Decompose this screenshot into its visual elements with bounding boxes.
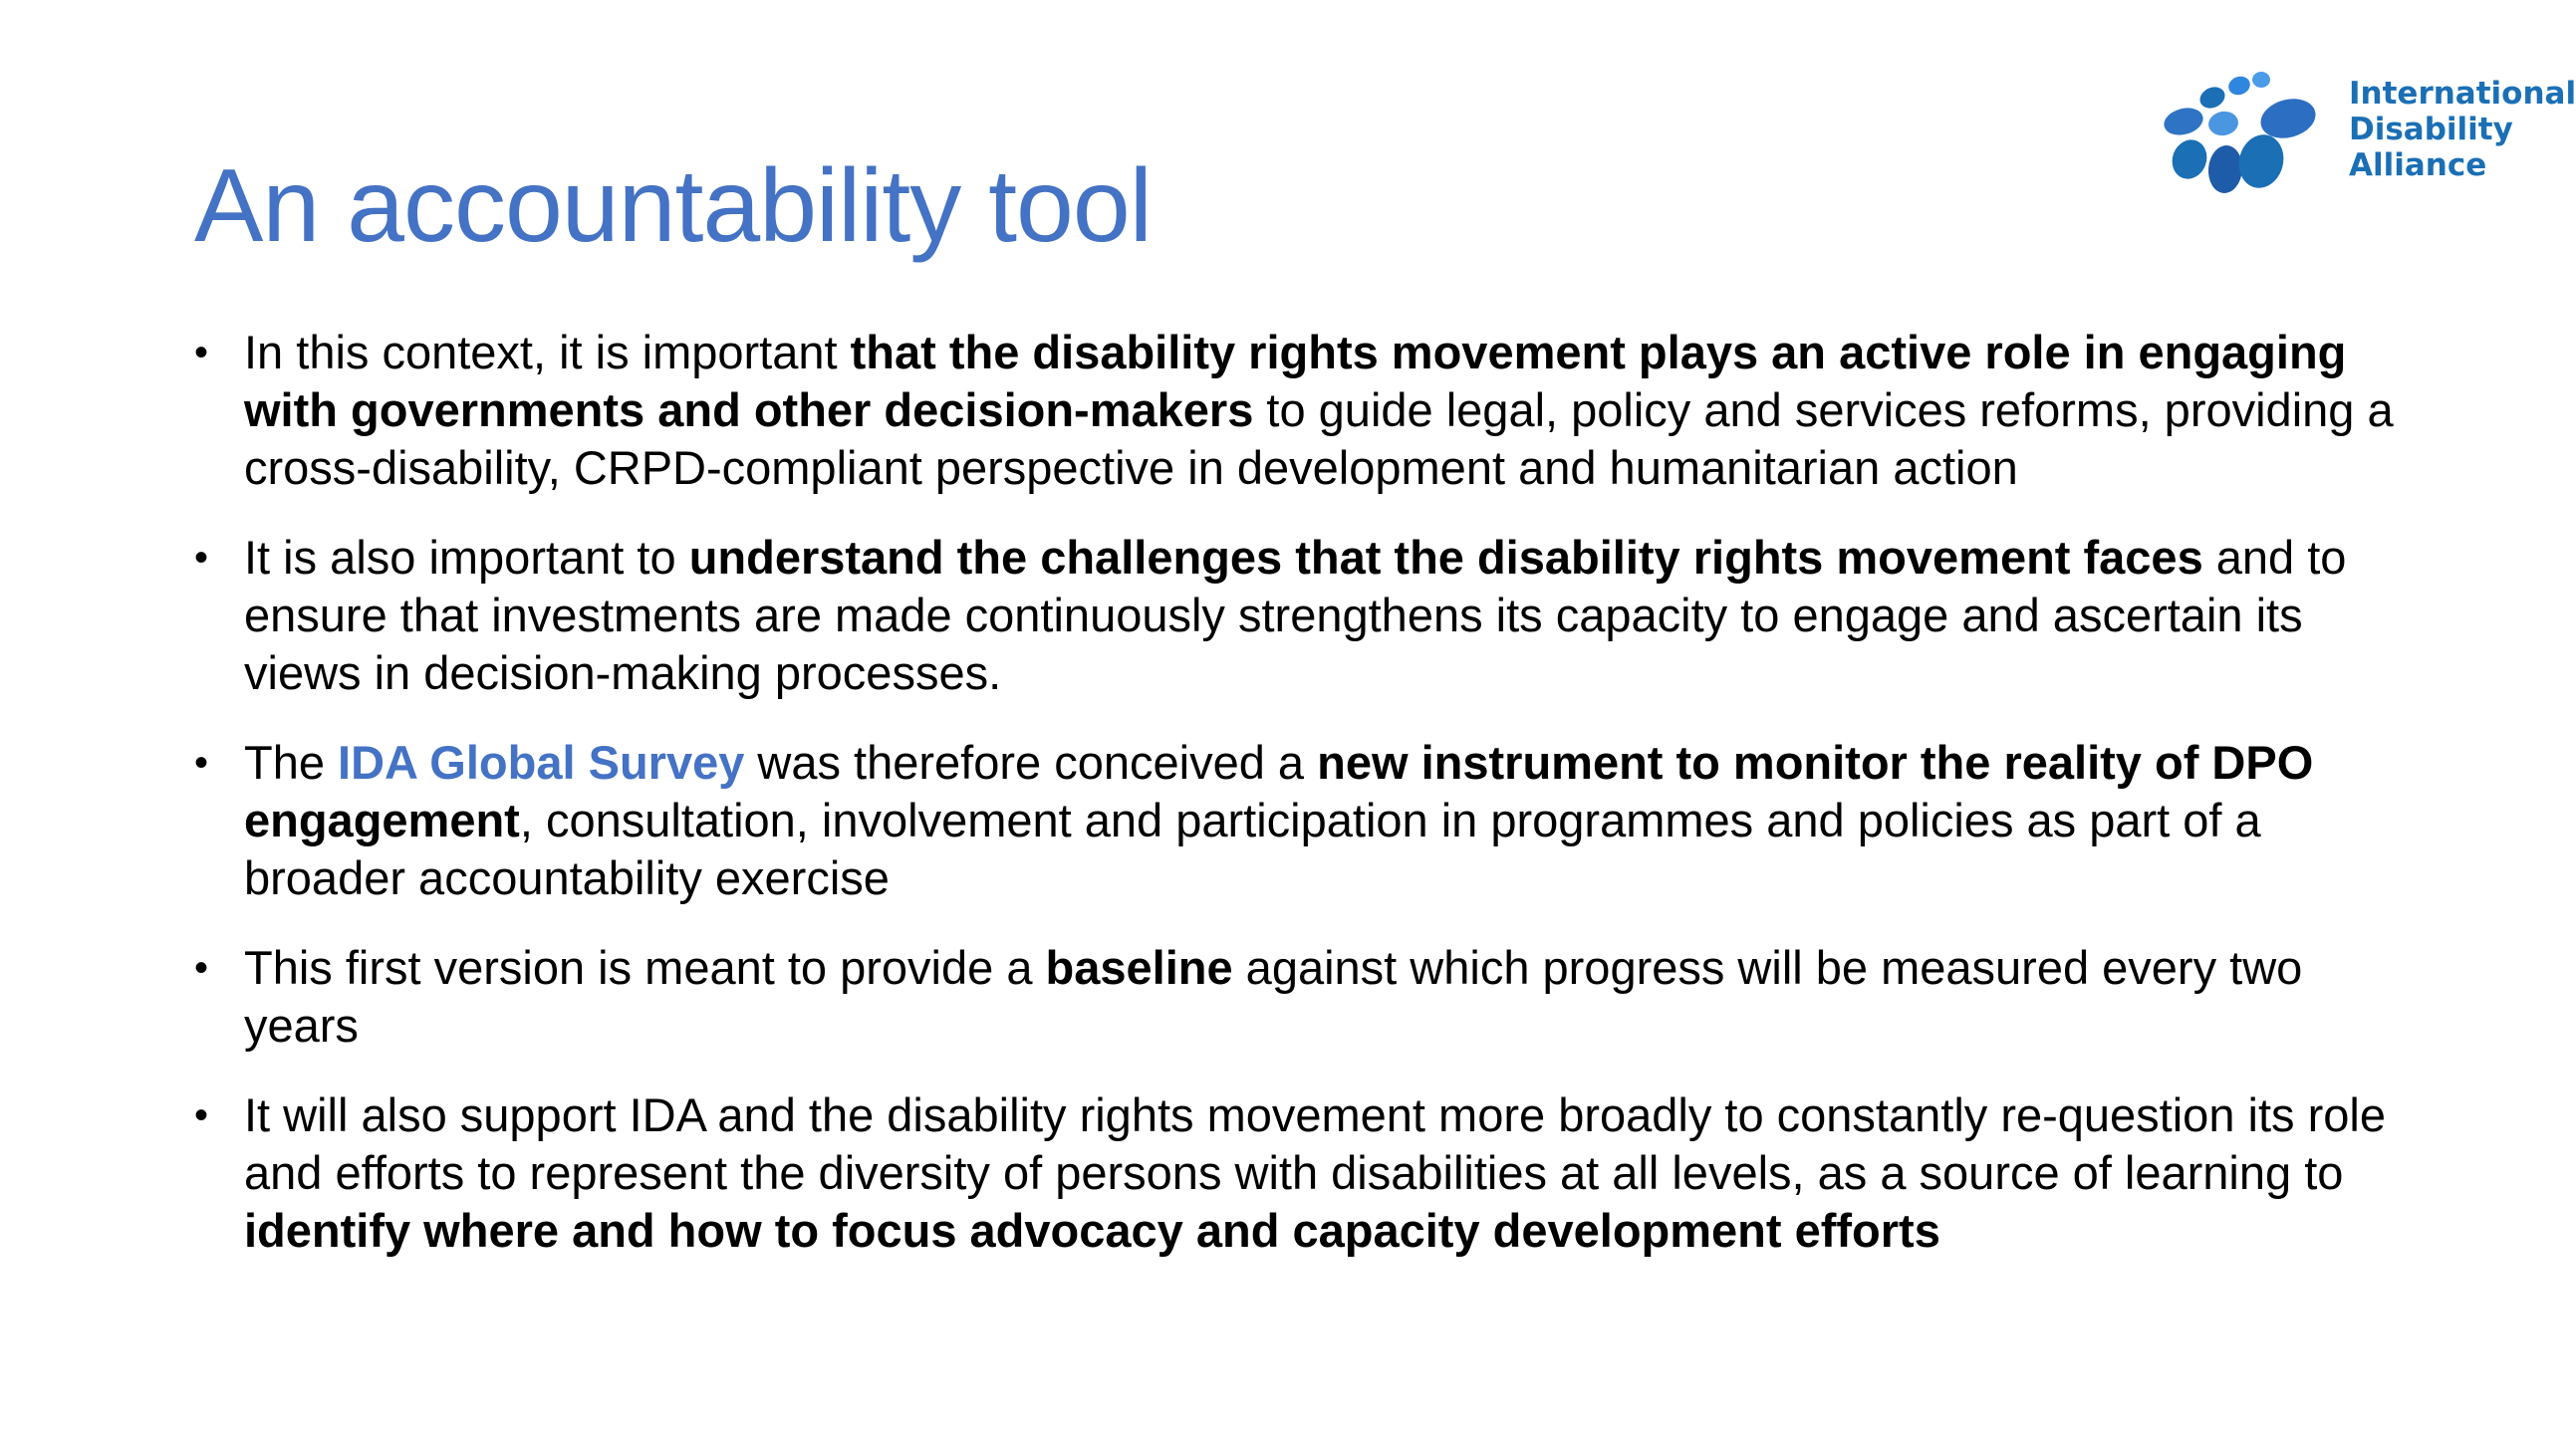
bullet-item-4 xyxy=(194,939,2416,1055)
bullet-text: was therefore conceived a xyxy=(744,736,1318,789)
bullet-text: It is also important to xyxy=(244,531,689,584)
ida-logo-icon xyxy=(2162,62,2331,201)
bullet-text: against which progress will be measured every two years xyxy=(244,941,2303,1052)
bullet-dot: • xyxy=(194,946,209,990)
bullet-text: to guide legal, policy and services reforms, providing a cross-disability, CRPD-compliant perspective in development and humanitarian action xyxy=(244,383,2394,494)
bullet-item-2 xyxy=(194,529,2416,702)
bullet-bold-text: identify where and how to focus advocacy and capacity development efforts xyxy=(244,1204,1940,1257)
bullet-item-1 xyxy=(194,324,2416,497)
bullet-text: This first version is meant to provide a xyxy=(244,941,1046,994)
bullet-list xyxy=(194,324,2416,1292)
bullet-item-3 xyxy=(194,734,2416,907)
logo-line-3: Alliance xyxy=(2349,147,2487,183)
bullet-dot: • xyxy=(194,331,209,374)
ida-logo-text xyxy=(2349,76,2576,183)
ida-global-survey-link[interactable]: IDA Global Survey xyxy=(338,736,745,789)
bullet-bold-text: understand the challenges that the disability rights movement faces xyxy=(688,531,2203,584)
bullet-text: The xyxy=(244,736,339,789)
bullet-dot: • xyxy=(194,741,209,785)
bullet-item-5 xyxy=(194,1086,2416,1260)
logo-line-1: International xyxy=(2349,76,2576,112)
logo-line-2: Disability xyxy=(2349,112,2513,147)
bullet-text: It will also support IDA and the disability rights movement more broadly to constantly re-question its role and efforts to represent the diversity of persons with disabilities at all levels, as a source of learning to xyxy=(244,1088,2386,1199)
bullet-dot: • xyxy=(194,536,209,580)
bullet-bold-text: that the disability rights movement plays an active role in engaging with governments and other decision-makers xyxy=(244,326,2347,436)
bullet-bold-text: baseline xyxy=(1045,941,1233,994)
slide-title: An accountability tool xyxy=(194,148,1152,264)
bullet-bold-text: new instrument to monitor the reality of DPO engagement xyxy=(244,736,2314,846)
bullet-text: In this context, it is important xyxy=(244,326,851,378)
bullet-text: , consultation, involvement and participation in programmes and policies as part of a broader accountability exercise xyxy=(244,794,2261,904)
bullet-dot: • xyxy=(194,1093,209,1137)
ida-logo xyxy=(2162,62,2576,201)
bullet-text: and to ensure that investments are made continuously strengthens its capacity to engage and ascertain its views in decision-making processes. xyxy=(244,531,2347,699)
